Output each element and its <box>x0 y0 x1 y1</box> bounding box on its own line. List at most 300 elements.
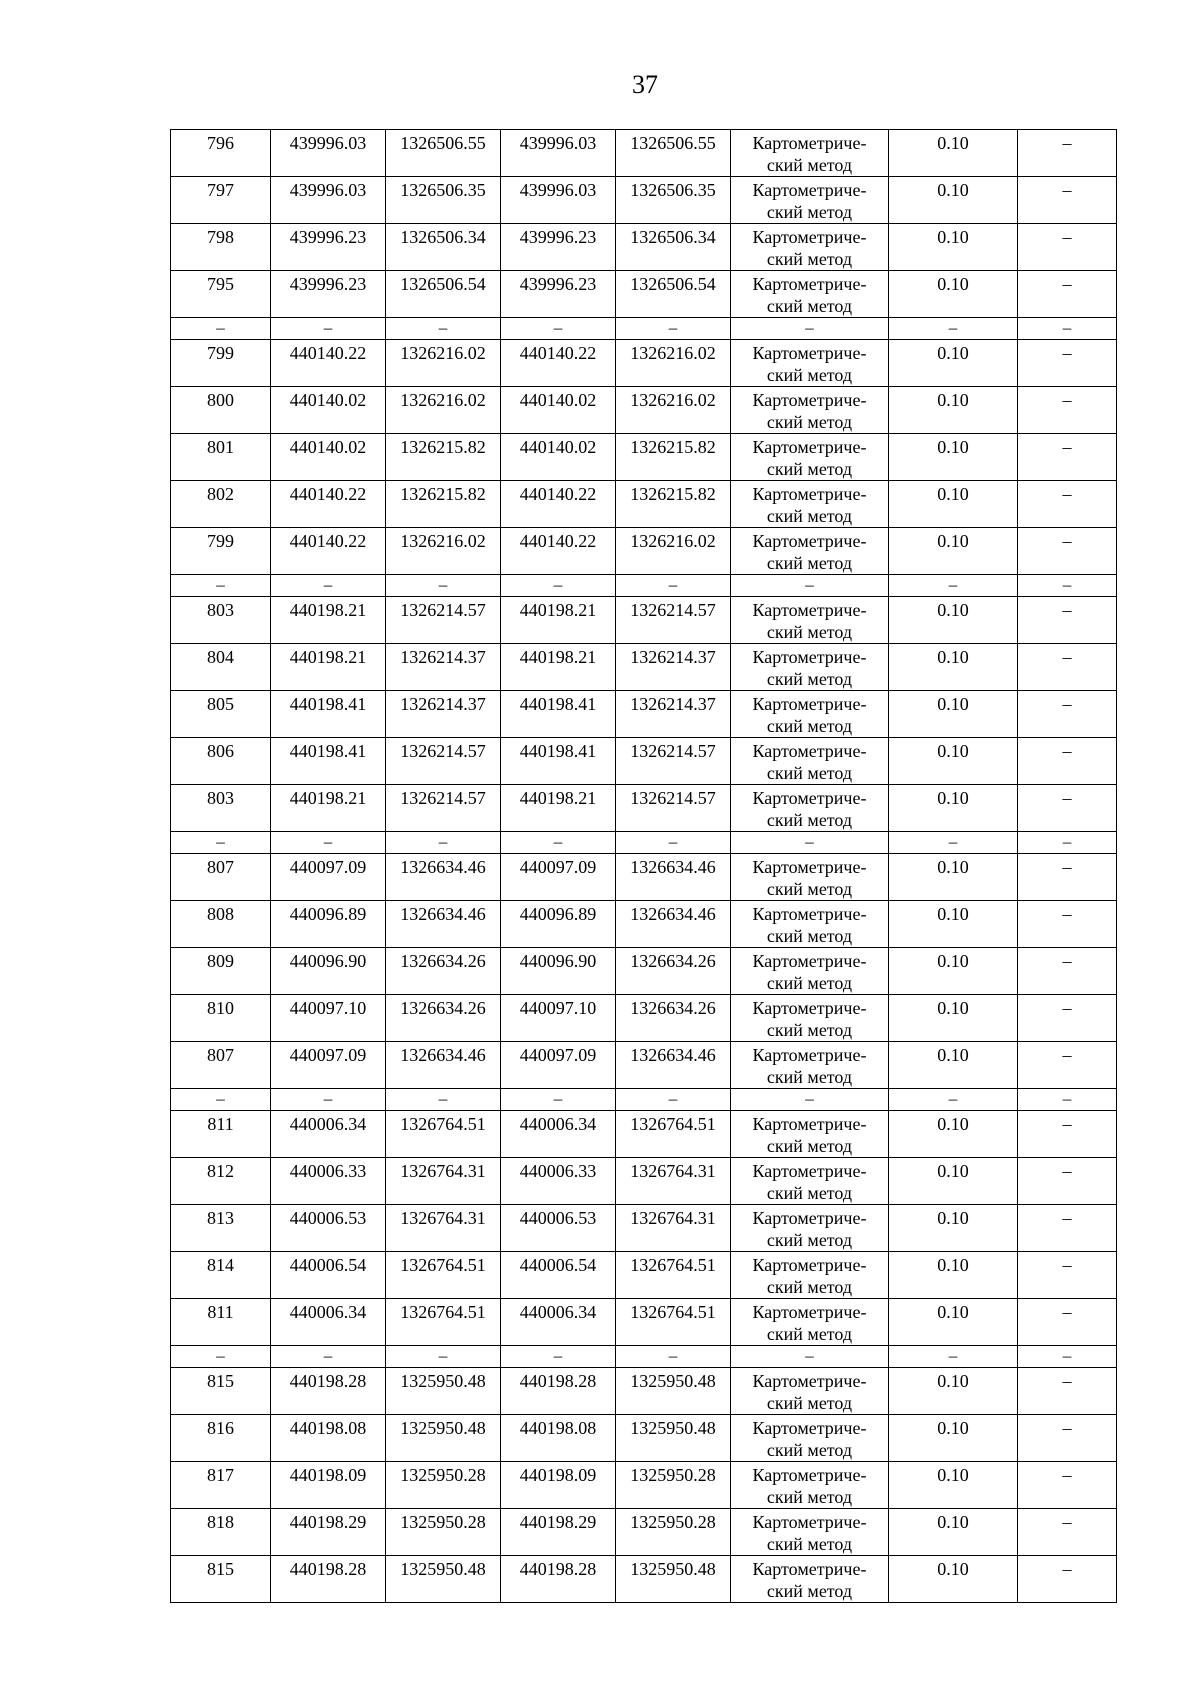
extra-cell: – <box>1018 1042 1117 1089</box>
accuracy-cell: 0.10 <box>889 1205 1018 1252</box>
method-line-2: ский метод <box>766 1581 853 1601</box>
table-row <box>171 785 1117 832</box>
table-row <box>171 1158 1117 1205</box>
y-existing-cell: 1326214.37 <box>386 644 501 691</box>
table-row <box>171 130 1117 177</box>
y-new-cell: – <box>616 1089 731 1111</box>
x-existing-cell: 440198.41 <box>271 738 386 785</box>
y-existing-cell: 1326214.57 <box>386 785 501 832</box>
separator-row <box>171 318 1117 340</box>
point-number-cell: – <box>171 1346 271 1368</box>
accuracy-cell: 0.10 <box>889 434 1018 481</box>
method-cell <box>731 340 889 387</box>
accuracy-cell: 0.10 <box>889 387 1018 434</box>
point-number-cell: 807 <box>171 854 271 901</box>
extra-cell: – <box>1018 130 1117 177</box>
x-existing-cell: – <box>271 1089 386 1111</box>
method-line-2: ский метод <box>766 1277 853 1297</box>
table-row <box>171 1205 1117 1252</box>
x-new-cell: 440097.10 <box>501 995 616 1042</box>
method-line-1: Картометриче- <box>752 1418 867 1438</box>
method-cell <box>731 130 889 177</box>
y-existing-cell: – <box>386 575 501 597</box>
accuracy-cell: 0.10 <box>889 901 1018 948</box>
x-new-cell: 440198.08 <box>501 1415 616 1462</box>
x-new-cell: – <box>501 318 616 340</box>
table-row <box>171 1509 1117 1556</box>
accuracy-cell: 0.10 <box>889 785 1018 832</box>
table-row <box>171 995 1117 1042</box>
method-cell <box>731 1415 889 1462</box>
y-existing-cell: 1326215.82 <box>386 481 501 528</box>
method-line-2: ский метод <box>766 926 853 946</box>
y-new-cell: 1325950.28 <box>616 1509 731 1556</box>
method-line-2: ский метод <box>766 1230 853 1250</box>
y-new-cell: 1325950.48 <box>616 1368 731 1415</box>
y-new-cell: 1326634.26 <box>616 948 731 995</box>
accuracy-cell: 0.10 <box>889 948 1018 995</box>
method-line-2: ский метод <box>766 249 853 269</box>
method-line-2: ский метод <box>766 1183 853 1203</box>
x-existing-cell: 440198.41 <box>271 691 386 738</box>
method-line-1: Картометриче- <box>752 227 867 247</box>
point-number-cell: 800 <box>171 387 271 434</box>
point-number-cell: 815 <box>171 1368 271 1415</box>
accuracy-cell: 0.10 <box>889 224 1018 271</box>
x-existing-cell: – <box>271 1346 386 1368</box>
y-new-cell: 1326215.82 <box>616 434 731 481</box>
accuracy-cell: – <box>889 318 1018 340</box>
method-line-2: ский метод <box>766 973 853 993</box>
table-row <box>171 1252 1117 1299</box>
x-new-cell: 440006.53 <box>501 1205 616 1252</box>
y-new-cell: 1326634.46 <box>616 1042 731 1089</box>
method-line-1: Картометриче- <box>752 788 867 808</box>
y-existing-cell: 1326506.35 <box>386 177 501 224</box>
extra-cell: – <box>1018 1089 1117 1111</box>
y-new-cell: 1326634.46 <box>616 854 731 901</box>
method-line-1: Картометриче- <box>752 437 867 457</box>
x-existing-cell: 440140.22 <box>271 528 386 575</box>
extra-cell: – <box>1018 318 1117 340</box>
x-existing-cell: 440198.28 <box>271 1368 386 1415</box>
x-existing-cell: – <box>271 832 386 854</box>
method-cell <box>731 1368 889 1415</box>
method-line-2: ский метод <box>766 622 853 642</box>
separator-row <box>171 1089 1117 1111</box>
point-number-cell: 798 <box>171 224 271 271</box>
method-cell: – <box>731 832 889 854</box>
x-new-cell: 440198.21 <box>501 785 616 832</box>
table-row <box>171 1556 1117 1603</box>
x-new-cell: 440198.28 <box>501 1556 616 1603</box>
method-line-2: ский метод <box>766 1324 853 1344</box>
separator-row <box>171 832 1117 854</box>
method-line-2: ский метод <box>766 155 853 175</box>
y-existing-cell: 1326214.57 <box>386 597 501 644</box>
extra-cell: – <box>1018 1556 1117 1603</box>
y-existing-cell: 1326764.31 <box>386 1158 501 1205</box>
x-existing-cell: 440006.53 <box>271 1205 386 1252</box>
method-cell <box>731 901 889 948</box>
method-cell: – <box>731 1089 889 1111</box>
extra-cell: – <box>1018 177 1117 224</box>
point-number-cell: 816 <box>171 1415 271 1462</box>
method-line-1: Картометриче- <box>752 274 867 294</box>
method-line-1: Картометриче- <box>752 1559 867 1579</box>
x-existing-cell: 439996.23 <box>271 271 386 318</box>
x-new-cell: 439996.23 <box>501 224 616 271</box>
x-new-cell: 440140.22 <box>501 340 616 387</box>
point-number-cell: 801 <box>171 434 271 481</box>
extra-cell: – <box>1018 1509 1117 1556</box>
method-line-2: ский метод <box>766 879 853 899</box>
x-new-cell: 439996.03 <box>501 130 616 177</box>
method-line-2: ский метод <box>766 1534 853 1554</box>
y-new-cell: 1326506.54 <box>616 271 731 318</box>
extra-cell: – <box>1018 1252 1117 1299</box>
x-existing-cell: 440198.08 <box>271 1415 386 1462</box>
method-line-1: Картометриче- <box>752 343 867 363</box>
y-new-cell: 1326764.51 <box>616 1299 731 1346</box>
table-row <box>171 597 1117 644</box>
table-row <box>171 644 1117 691</box>
method-cell <box>731 995 889 1042</box>
extra-cell: – <box>1018 528 1117 575</box>
method-line-1: Картометриче- <box>752 904 867 924</box>
y-existing-cell: 1326216.02 <box>386 387 501 434</box>
y-existing-cell: 1326506.34 <box>386 224 501 271</box>
y-new-cell: 1325950.48 <box>616 1556 731 1603</box>
x-new-cell: 440198.41 <box>501 691 616 738</box>
method-line-1: Картометриче- <box>752 857 867 877</box>
y-new-cell: – <box>616 575 731 597</box>
method-cell <box>731 177 889 224</box>
point-number-cell: 806 <box>171 738 271 785</box>
method-cell <box>731 1556 889 1603</box>
method-line-1: Картометриче- <box>752 1114 867 1134</box>
y-existing-cell: 1326214.57 <box>386 738 501 785</box>
method-line-1: Картометриче- <box>752 1371 867 1391</box>
table-row <box>171 271 1117 318</box>
extra-cell: – <box>1018 1299 1117 1346</box>
method-line-2: ский метод <box>766 810 853 830</box>
coordinates-table <box>170 129 1117 1603</box>
method-line-2: ский метод <box>766 1487 853 1507</box>
method-line-2: ский метод <box>766 1020 853 1040</box>
x-existing-cell: 440097.09 <box>271 1042 386 1089</box>
extra-cell: – <box>1018 1205 1117 1252</box>
x-new-cell: 440006.34 <box>501 1111 616 1158</box>
table-row <box>171 1042 1117 1089</box>
accuracy-cell: 0.10 <box>889 271 1018 318</box>
extra-cell: – <box>1018 597 1117 644</box>
method-line-2: ский метод <box>766 506 853 526</box>
table-row <box>171 481 1117 528</box>
extra-cell: – <box>1018 387 1117 434</box>
table-row <box>171 224 1117 271</box>
method-cell <box>731 1111 889 1158</box>
method-line-1: Картометриче- <box>752 180 867 200</box>
x-new-cell: 439996.03 <box>501 177 616 224</box>
table-row <box>171 1368 1117 1415</box>
method-line-2: ский метод <box>766 553 853 573</box>
accuracy-cell: 0.10 <box>889 1368 1018 1415</box>
y-existing-cell: 1325950.48 <box>386 1415 501 1462</box>
x-new-cell: – <box>501 1346 616 1368</box>
method-cell <box>731 691 889 738</box>
y-new-cell: 1326214.37 <box>616 644 731 691</box>
x-new-cell: – <box>501 832 616 854</box>
point-number-cell: 810 <box>171 995 271 1042</box>
point-number-cell: 799 <box>171 528 271 575</box>
y-new-cell: 1326216.02 <box>616 340 731 387</box>
y-new-cell: 1326214.37 <box>616 691 731 738</box>
extra-cell: – <box>1018 691 1117 738</box>
accuracy-cell: 0.10 <box>889 1462 1018 1509</box>
method-line-1: Картометриче- <box>752 531 867 551</box>
y-new-cell: 1326764.31 <box>616 1158 731 1205</box>
y-existing-cell: 1326764.51 <box>386 1299 501 1346</box>
page-number: 37 <box>632 70 658 99</box>
x-existing-cell: – <box>271 575 386 597</box>
y-new-cell: 1326634.46 <box>616 901 731 948</box>
point-number-cell: 802 <box>171 481 271 528</box>
table-row <box>171 854 1117 901</box>
y-new-cell: 1326214.57 <box>616 738 731 785</box>
extra-cell: – <box>1018 340 1117 387</box>
x-new-cell: 439996.23 <box>501 271 616 318</box>
method-cell: – <box>731 1346 889 1368</box>
table-row <box>171 177 1117 224</box>
x-existing-cell: 440140.02 <box>271 387 386 434</box>
y-new-cell: 1326506.55 <box>616 130 731 177</box>
x-existing-cell: 440140.02 <box>271 434 386 481</box>
point-number-cell: 811 <box>171 1111 271 1158</box>
x-new-cell: 440140.22 <box>501 528 616 575</box>
method-cell <box>731 785 889 832</box>
point-number-cell: 803 <box>171 785 271 832</box>
x-new-cell: 440097.09 <box>501 854 616 901</box>
x-existing-cell: – <box>271 318 386 340</box>
y-new-cell: 1326214.57 <box>616 597 731 644</box>
extra-cell: – <box>1018 1368 1117 1415</box>
point-number-cell: 805 <box>171 691 271 738</box>
method-line-1: Картометриче- <box>752 694 867 714</box>
x-new-cell: 440097.09 <box>501 1042 616 1089</box>
x-existing-cell: 440198.29 <box>271 1509 386 1556</box>
x-existing-cell: 440097.10 <box>271 995 386 1042</box>
separator-row <box>171 1346 1117 1368</box>
point-number-cell: 804 <box>171 644 271 691</box>
table-row <box>171 948 1117 995</box>
accuracy-cell: 0.10 <box>889 130 1018 177</box>
point-number-cell: 796 <box>171 130 271 177</box>
extra-cell: – <box>1018 1462 1117 1509</box>
x-existing-cell: 440006.33 <box>271 1158 386 1205</box>
y-existing-cell: 1326764.31 <box>386 1205 501 1252</box>
point-number-cell: 799 <box>171 340 271 387</box>
y-new-cell: – <box>616 832 731 854</box>
x-existing-cell: 440198.21 <box>271 597 386 644</box>
y-existing-cell: – <box>386 1346 501 1368</box>
x-existing-cell: 440096.89 <box>271 901 386 948</box>
extra-cell: – <box>1018 738 1117 785</box>
accuracy-cell: 0.10 <box>889 854 1018 901</box>
x-existing-cell: 440140.22 <box>271 340 386 387</box>
method-line-2: ский метод <box>766 1067 853 1087</box>
method-line-1: Картометриче- <box>752 600 867 620</box>
point-number-cell: 803 <box>171 597 271 644</box>
y-existing-cell: 1326634.46 <box>386 1042 501 1089</box>
method-line-1: Картометриче- <box>752 741 867 761</box>
accuracy-cell: 0.10 <box>889 340 1018 387</box>
point-number-cell: 818 <box>171 1509 271 1556</box>
x-new-cell: 440198.21 <box>501 597 616 644</box>
extra-cell: – <box>1018 271 1117 318</box>
separator-row <box>171 575 1117 597</box>
y-new-cell: 1326506.34 <box>616 224 731 271</box>
accuracy-cell: 0.10 <box>889 738 1018 785</box>
extra-cell: – <box>1018 948 1117 995</box>
point-number-cell: 814 <box>171 1252 271 1299</box>
y-new-cell: 1326215.82 <box>616 481 731 528</box>
method-line-2: ский метод <box>766 1136 853 1156</box>
method-line-1: Картометриче- <box>752 1512 867 1532</box>
table-row <box>171 738 1117 785</box>
table-row <box>171 340 1117 387</box>
point-number-cell: – <box>171 1089 271 1111</box>
method-cell <box>731 1158 889 1205</box>
method-cell <box>731 1042 889 1089</box>
point-number-cell: 807 <box>171 1042 271 1089</box>
method-cell <box>731 1252 889 1299</box>
accuracy-cell: 0.10 <box>889 177 1018 224</box>
method-cell <box>731 271 889 318</box>
x-existing-cell: 440096.90 <box>271 948 386 995</box>
method-line-1: Картометриче- <box>752 1302 867 1322</box>
y-existing-cell: 1326215.82 <box>386 434 501 481</box>
extra-cell: – <box>1018 1415 1117 1462</box>
x-new-cell: 440198.28 <box>501 1368 616 1415</box>
method-line-1: Картометриче- <box>752 133 867 153</box>
accuracy-cell: 0.10 <box>889 597 1018 644</box>
x-new-cell: 440198.29 <box>501 1509 616 1556</box>
x-new-cell: 440140.02 <box>501 387 616 434</box>
x-existing-cell: 440006.34 <box>271 1299 386 1346</box>
method-cell <box>731 434 889 481</box>
accuracy-cell: 0.10 <box>889 481 1018 528</box>
x-new-cell: 440198.09 <box>501 1462 616 1509</box>
method-line-2: ский метод <box>766 1393 853 1413</box>
accuracy-cell: 0.10 <box>889 1111 1018 1158</box>
accuracy-cell: – <box>889 1346 1018 1368</box>
x-new-cell: 440198.41 <box>501 738 616 785</box>
accuracy-cell: 0.10 <box>889 1042 1018 1089</box>
method-line-1: Картометриче- <box>752 951 867 971</box>
point-number-cell: – <box>171 832 271 854</box>
x-new-cell: – <box>501 575 616 597</box>
point-number-cell: 808 <box>171 901 271 948</box>
method-line-2: ский метод <box>766 1440 853 1460</box>
method-line-1: Картометриче- <box>752 390 867 410</box>
method-cell <box>731 738 889 785</box>
point-number-cell: 817 <box>171 1462 271 1509</box>
y-existing-cell: 1326506.54 <box>386 271 501 318</box>
x-existing-cell: 440097.09 <box>271 854 386 901</box>
extra-cell: – <box>1018 832 1117 854</box>
accuracy-cell: – <box>889 575 1018 597</box>
method-line-1: Картометриче- <box>752 1208 867 1228</box>
y-new-cell: 1326764.51 <box>616 1111 731 1158</box>
table-body <box>171 130 1117 1603</box>
method-line-1: Картометриче- <box>752 1465 867 1485</box>
x-new-cell: 440140.02 <box>501 434 616 481</box>
y-new-cell: 1326216.02 <box>616 387 731 434</box>
y-existing-cell: 1325950.48 <box>386 1368 501 1415</box>
y-existing-cell: 1326216.02 <box>386 528 501 575</box>
method-line-2: ский метод <box>766 296 853 316</box>
y-existing-cell: 1325950.28 <box>386 1462 501 1509</box>
method-line-2: ский метод <box>766 459 853 479</box>
point-number-cell: 797 <box>171 177 271 224</box>
method-line-2: ский метод <box>766 763 853 783</box>
accuracy-cell: 0.10 <box>889 1252 1018 1299</box>
accuracy-cell: 0.10 <box>889 528 1018 575</box>
y-existing-cell: 1326634.46 <box>386 901 501 948</box>
point-number-cell: 812 <box>171 1158 271 1205</box>
extra-cell: – <box>1018 1346 1117 1368</box>
x-existing-cell: 440198.21 <box>271 785 386 832</box>
method-line-1: Картометриче- <box>752 998 867 1018</box>
y-existing-cell: 1326764.51 <box>386 1252 501 1299</box>
x-existing-cell: 439996.03 <box>271 177 386 224</box>
point-number-cell: – <box>171 318 271 340</box>
method-cell <box>731 528 889 575</box>
x-existing-cell: 440006.54 <box>271 1252 386 1299</box>
extra-cell: – <box>1018 434 1117 481</box>
accuracy-cell: – <box>889 832 1018 854</box>
method-cell <box>731 597 889 644</box>
point-number-cell: 795 <box>171 271 271 318</box>
point-number-cell: – <box>171 575 271 597</box>
method-line-1: Картометриче- <box>752 647 867 667</box>
x-existing-cell: 439996.23 <box>271 224 386 271</box>
accuracy-cell: 0.10 <box>889 644 1018 691</box>
y-new-cell: 1325950.48 <box>616 1415 731 1462</box>
accuracy-cell: 0.10 <box>889 1415 1018 1462</box>
accuracy-cell: 0.10 <box>889 1556 1018 1603</box>
y-new-cell: 1326506.35 <box>616 177 731 224</box>
x-new-cell: 440140.22 <box>501 481 616 528</box>
extra-cell: – <box>1018 481 1117 528</box>
extra-cell: – <box>1018 644 1117 691</box>
accuracy-cell: 0.10 <box>889 691 1018 738</box>
method-cell <box>731 948 889 995</box>
point-number-cell: 809 <box>171 948 271 995</box>
method-line-1: Картометриче- <box>752 1255 867 1275</box>
x-new-cell: 440006.54 <box>501 1252 616 1299</box>
x-existing-cell: 440140.22 <box>271 481 386 528</box>
method-cell <box>731 1462 889 1509</box>
y-existing-cell: 1326216.02 <box>386 340 501 387</box>
y-existing-cell: 1326506.55 <box>386 130 501 177</box>
method-line-1: Картометриче- <box>752 484 867 504</box>
y-existing-cell: 1326214.37 <box>386 691 501 738</box>
x-existing-cell: 439996.03 <box>271 130 386 177</box>
table-row <box>171 1299 1117 1346</box>
x-new-cell: 440096.89 <box>501 901 616 948</box>
